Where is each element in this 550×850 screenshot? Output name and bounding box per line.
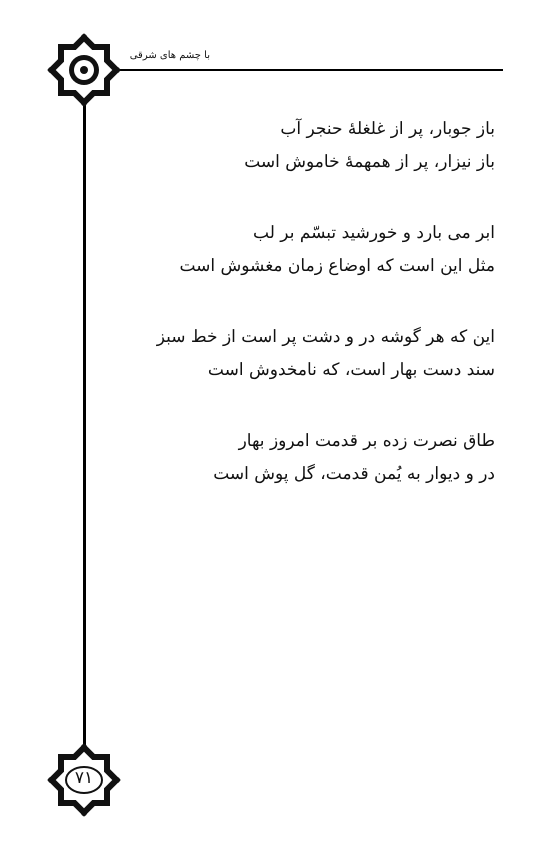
verse-line: ابر می بارد و خورشید تبسّم بر لب (253, 223, 495, 243)
verse-line: طاق نصرت زده بر قدمت امروز بهار (238, 431, 495, 451)
frame-header-rule (83, 69, 503, 71)
verse-line: این که هر گوشه در و دشت پر است از خط سبز (156, 327, 495, 347)
poem (115, 113, 495, 529)
frame-vertical-rule (83, 70, 86, 770)
stanza (115, 113, 495, 179)
stanza (115, 217, 495, 283)
verse-line: باز نیزار، پر از همهمهٔ خاموش است (244, 152, 495, 172)
verse-line: سند دست بهار است، که نامخدوش است (207, 360, 495, 380)
running-head: با چشم های شرقی (129, 50, 210, 61)
verse-line: باز جوبار، پر از غلغلهٔ حنجر آب (280, 119, 495, 139)
page-number: ۷۱ (74, 768, 94, 788)
rosette-ornament-icon (44, 30, 124, 110)
verse-line: مثل این است که اوضاع زمان مغشوش است (179, 256, 495, 276)
stanza (115, 321, 495, 387)
stanza (115, 425, 495, 491)
verse-line: در و دیوار به یُمن قدمت، گل پوش است (213, 464, 495, 484)
